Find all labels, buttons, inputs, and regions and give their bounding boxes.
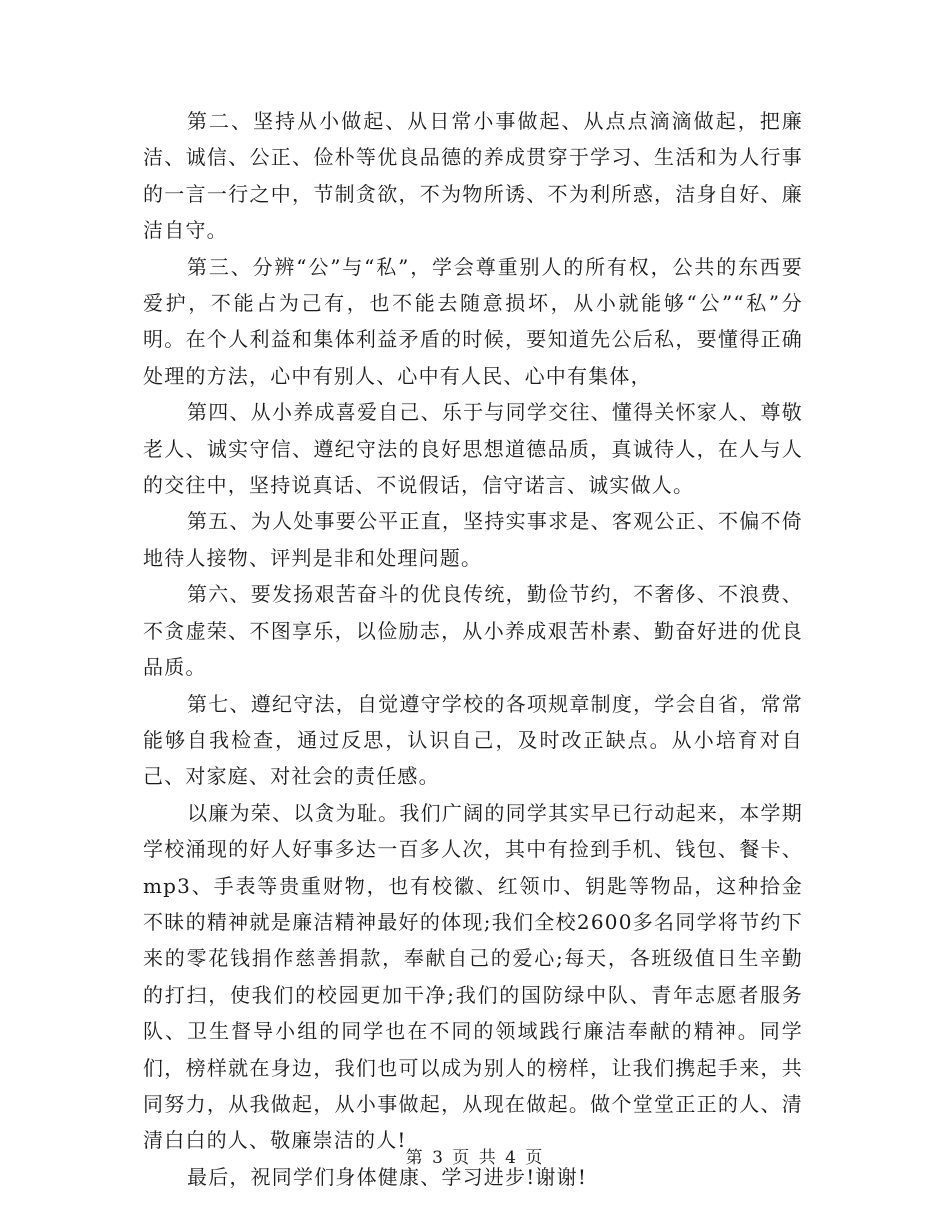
paragraph-5: 第五、为人处事要公平正直，坚持实事求是、客观公正、不偏不倚地待人接物、评判是非和处理问题。 [143,509,803,570]
paragraph-3: 第三、分辨“公”与“私”，学会尊重别人的所有权，公共的东西要爱护，不能占为己有，也不能去随意损坏，从小就能够“公”“私”分明。在个人利益和集体利益矛盾的时候，要知道先公后私，要懂得正确处理的方法，心中有别人、心中有人民、心中有集体， [143,254,803,388]
paragraph-honor: 以廉为荣、以贪为耻。我们广阔的同学其实早已行动起来，本学期学校涌现的好人好事多达一百多人次，其中有捡到手机、钱包、餐卡、mp3、手表等贵重财物，也有校徽、红领巾、钥匙等物品，这种拾金不昧的精神就是廉洁精神最好的体现;我们全校2600多名同学将节约下来的零花钱捐作慈善捐款，奉献自己的爱心;每天，各班级值日生辛勤的打扫，使我们的校园更加干净;我们的国防绿中队、青年志愿者服务队、卫生督导小组的同学也在不同的领域践行廉洁奉献的精神。同学们，榜样就在身边，我们也可以成为别人的榜样，让我们携起手来，共同努力，从我做起，从小事做起，从现在做起。做个堂堂正正的人、清清白白的人、敬廉崇洁的人! [143,800,803,1153]
paragraph-7: 第七、遵纪守法，自觉遵守学校的各项规章制度，学会自省，常常能够自我检查，通过反思，认识自己，及时改正缺点。从小培育对自己、对家庭、对社会的责任感。 [143,691,803,789]
paragraph-closing: 最后，祝同学们身体健康、学习进步!谢谢! [187,1164,588,1189]
document-body [143,103,803,1195]
page-number-footer: 第 3 页 共 4 页 [405,1148,545,1168]
paragraph-6: 第六、要发扬艰苦奋斗的优良传统，勤俭节约，不奢侈、不浪费、不贪虚荣、不图享乐，以俭励志，从小养成艰苦朴素、勤奋好进的优良品质。 [143,582,803,680]
paragraph-2: 第二、坚持从小做起、从日常小事做起、从点点滴滴做起，把廉洁、诚信、公正、俭朴等优良品德的养成贯穿于学习、生活和为人行事的一言一行之中，节制贪欲，不为物所诱、不为利所惑，洁身自好、廉洁自守。 [143,109,803,243]
paragraph-4: 第四、从小养成喜爱自己、乐于与同学交往、懂得关怀家人、尊敬老人、诚实守信、遵纪守法的良好思想道德品质，真诚待人，在人与人的交往中，坚持说真话、不说假话，信守诺言、诚实做人。 [143,400,803,498]
